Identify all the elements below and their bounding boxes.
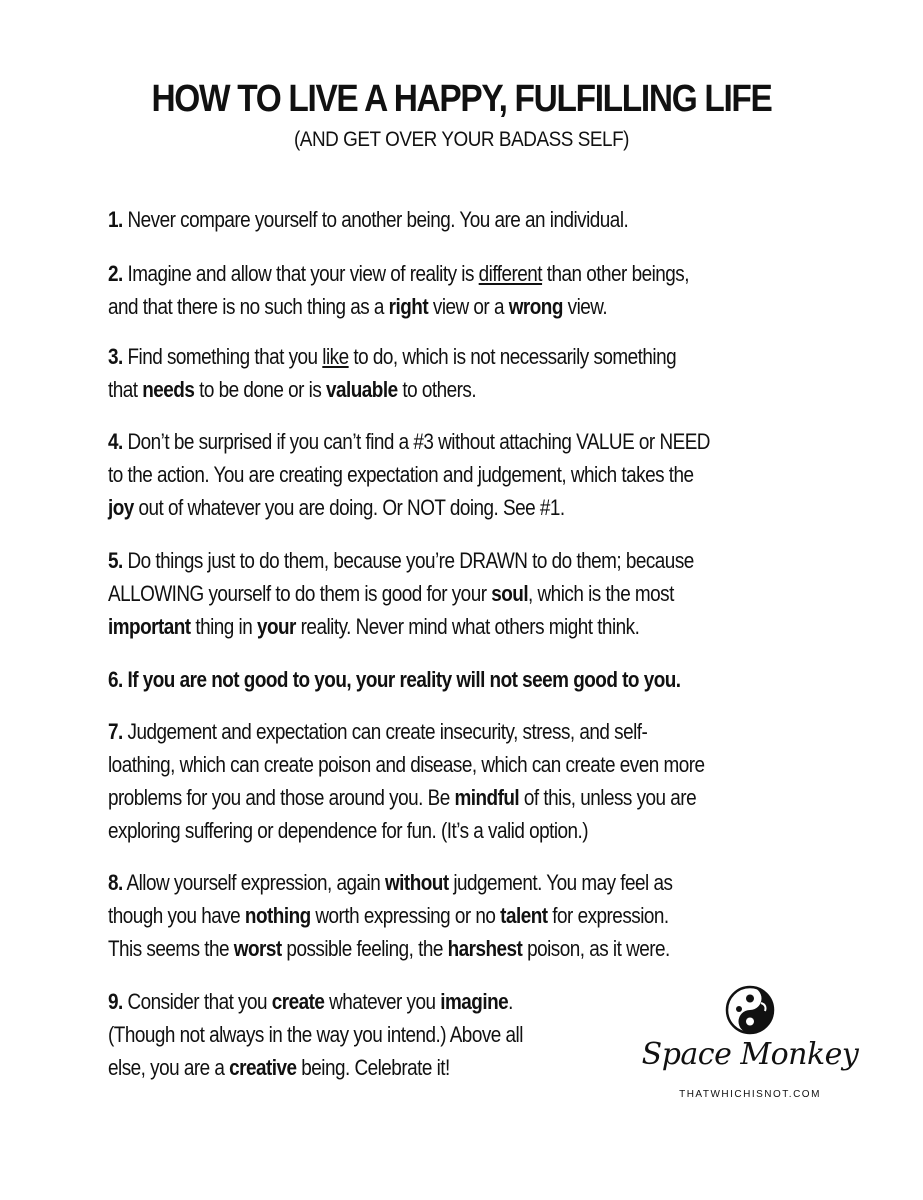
item-9-line-3: else, you are a creative being. Celebrate it!	[108, 1055, 450, 1080]
list-item-3	[108, 340, 676, 406]
list-item-5	[108, 544, 694, 643]
emphasis-imagine: imagine	[440, 989, 509, 1014]
emphasis-wrong: wrong	[508, 294, 563, 319]
page-subtitle: (AND GET OVER YOUR BADASS SELF)	[293, 128, 630, 151]
emphasis-talent: talent	[500, 903, 548, 928]
emphasis-valuable: valuable	[326, 377, 398, 402]
item-5-line-2: ALLOWING yourself to do them is good for your soul, which is the most	[108, 581, 674, 606]
emphasis-needs: needs	[142, 377, 195, 402]
item-1-line-1: 1. Never compare yourself to another being. You are an individual.	[108, 207, 629, 232]
item-7-line-4: exploring suffering or dependence for fun. (It’s a valid option.)	[108, 818, 589, 843]
item-4-line-3: joy out of whatever you are doing. Or NOT doing. See #1.	[108, 495, 565, 520]
item-8-line-1: 8. Allow yourself expression, again without judgement. You may feel as	[108, 870, 673, 895]
logo-name: Space Monkey	[641, 1037, 859, 1072]
page-title: HOW TO LIVE A HAPPY, FULFILLING LIFE	[151, 78, 772, 120]
monkey-yin-yang-icon	[725, 985, 775, 1035]
item-5-line-1: 5. Do things just to do them, because you’re DRAWN to do them; because	[108, 548, 694, 573]
list-item-6	[108, 663, 681, 696]
item-3-line-1: 3. Find something that you like to do, which is not necessarily something	[108, 344, 677, 369]
emphasis-your: your	[256, 614, 296, 639]
item-4-line-2: to the action. You are creating expectation and judgement, which takes the	[108, 462, 694, 487]
list-item-9	[108, 985, 523, 1084]
list-item-2	[108, 257, 689, 323]
emphasis-mindful: mindful	[454, 785, 520, 810]
item-4-number: 4.	[108, 429, 123, 454]
item-8-line-2: though you have nothing worth expressing or no talent for expression.	[108, 903, 669, 928]
item-7-number: 7.	[108, 719, 123, 744]
item-8-number: 8.	[108, 870, 123, 895]
emphasis-nothing: nothing	[244, 903, 311, 928]
item-8-line-3: This seems the worst possible feeling, the harshest poison, as it were.	[108, 936, 670, 961]
emphasis-without: without	[384, 870, 449, 895]
item-3-line-2: that needs to be done or is valuable to others.	[108, 377, 477, 402]
emphasis-like: like	[322, 344, 349, 369]
item-9-line-1: 9. Consider that you create whatever you imagine.	[108, 989, 513, 1014]
item-1-number: 1.	[108, 207, 123, 232]
item-6-line-1: 6. If you are not good to you, your reality will not seem good to you.	[108, 667, 681, 692]
logo-url: THATWHICHISNOT.COM	[679, 1089, 821, 1100]
emphasis-worst: worst	[233, 936, 282, 961]
item-7-line-3: problems for you and those around you. Be mindful of this, unless you are	[108, 785, 697, 810]
list-item-1	[108, 203, 628, 236]
emphasis-creative: creative	[229, 1055, 297, 1080]
item-5-number: 5.	[108, 548, 123, 573]
emphasis-soul: soul	[491, 581, 529, 606]
list-item-8	[108, 866, 672, 965]
emphasis-harshest: harshest	[447, 936, 523, 961]
item-9-line-2: (Though not always in the way you intend.) Above all	[108, 1022, 523, 1047]
space-monkey-logo	[640, 985, 860, 1115]
item-7-line-2: loathing, which can create poison and disease, which can create even more	[108, 752, 705, 777]
item-6-number: 6.	[108, 667, 123, 692]
item-2-line-1: 2. Imagine and allow that your view of reality is different than other beings,	[108, 261, 689, 286]
item-5-line-3: important thing in your reality. Never mind what others might think.	[108, 614, 640, 639]
item-9-number: 9.	[108, 989, 123, 1014]
emphasis-different: different	[478, 261, 543, 286]
item-7-line-1: 7. Judgement and expectation can create insecurity, stress, and self-	[108, 719, 648, 744]
list-item-4	[108, 425, 710, 524]
list-item-7	[108, 715, 705, 847]
emphasis-important: important	[108, 614, 191, 639]
emphasis-create: create	[271, 989, 325, 1014]
item-4-line-1: 4. Don’t be surprised if you can’t find a #3 without attaching VALUE or NEED	[108, 429, 710, 454]
emphasis-joy: joy	[108, 495, 134, 520]
emphasis-right: right	[388, 294, 429, 319]
item-2-number: 2.	[108, 261, 123, 286]
item-2-line-2: and that there is no such thing as a right view or a wrong view.	[108, 294, 608, 319]
item-3-number: 3.	[108, 344, 123, 369]
